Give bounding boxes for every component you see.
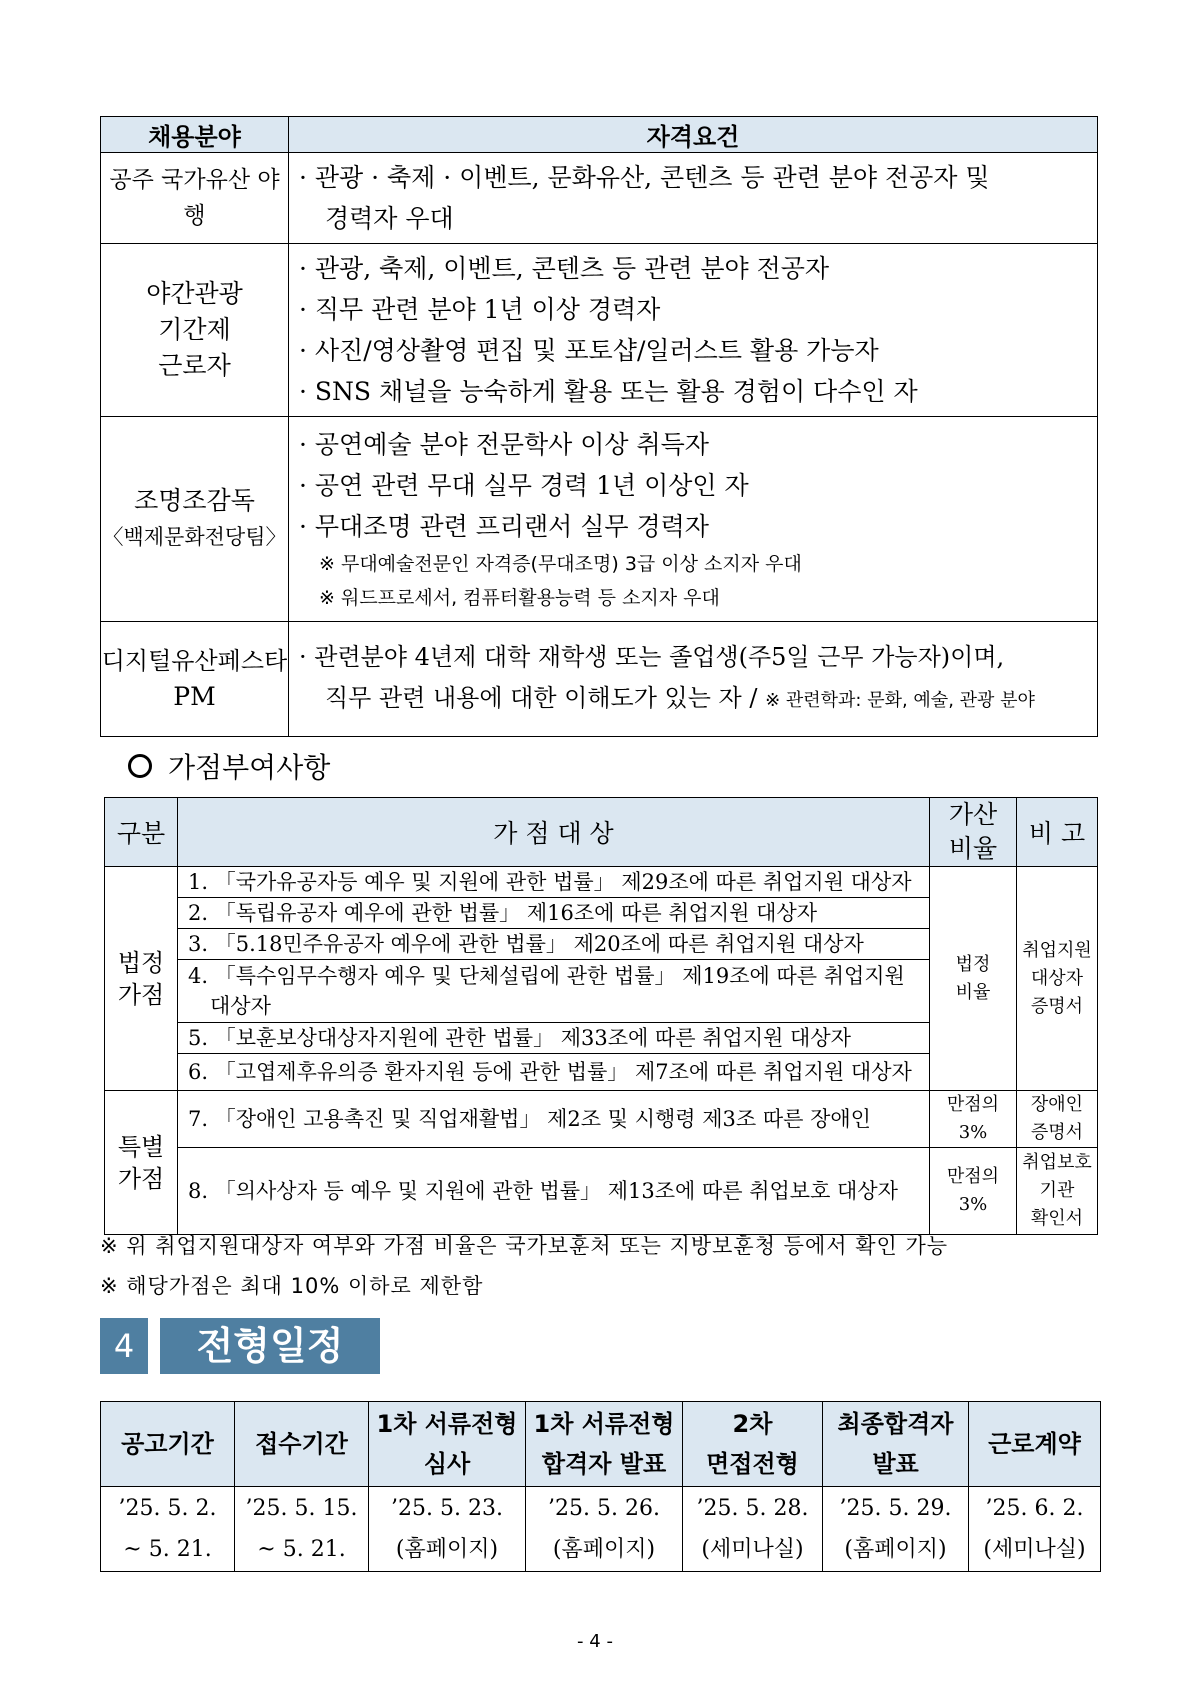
rate-line: 3%: [958, 1122, 988, 1143]
column-header: [823, 1402, 969, 1487]
bonus-item: 1. 「국가유공자등 예우 및 지원에 관한 법률」 제29조에 따른 취업지원 대상자: [178, 867, 930, 898]
header-line: 면접전형: [706, 1450, 799, 1478]
field-line: 조명조감독: [134, 486, 255, 515]
memo-line: 대상자: [1030, 967, 1084, 989]
memo-line: 기관: [1039, 1180, 1075, 1201]
column-header-field: 채용분야: [101, 117, 289, 153]
field-cell: [101, 622, 289, 737]
schedule-cell: [526, 1487, 683, 1572]
requirement-note: ※ 워드프로세서, 컴퓨터활용능력 등 소지자 우대: [319, 586, 720, 609]
date-text: ’25. 5. 29.: [839, 1496, 952, 1521]
label-line: 법정: [117, 948, 165, 977]
page-number: - 4 -: [577, 1631, 613, 1652]
column-header: [526, 1402, 683, 1487]
column-header-category: 구분: [105, 798, 178, 867]
section-title: 가점부여사항: [168, 751, 331, 784]
table-row: [101, 417, 1098, 622]
bonus-item: 5. 「보훈보상대상자지원에 관한 법률」 제33조에 따른 취업지원 대상자: [178, 1023, 930, 1054]
memo-line: 장애인: [1030, 1094, 1084, 1115]
label-line: 특별: [117, 1132, 165, 1161]
bonus-item: 8. 「의사상자 등 예우 및 지원에 관한 법률」 제13조에 따른 취업보호 대상자: [178, 1148, 930, 1235]
header-line: 발표: [872, 1450, 919, 1478]
schedule-table: [100, 1401, 1101, 1572]
column-header: 공고기간: [101, 1402, 235, 1487]
bonus-item: 2. 「독립유공자 예우에 관한 법률」 제16조에 따른 취업지원 대상자: [178, 898, 930, 929]
header-line: 심사: [423, 1450, 471, 1478]
header-line: 합격자 발표: [541, 1450, 667, 1478]
bonus-item: 3. 「5.18민주유공자 예우에 관한 법률」 제20조에 따른 취업지원 대상자: [178, 929, 930, 960]
table-header-row: [105, 798, 1098, 867]
rate-cell: [930, 867, 1017, 1091]
column-header: 근로계약: [969, 1402, 1101, 1487]
table-row: [101, 1487, 1101, 1572]
section-number-badge: 4: [100, 1318, 148, 1374]
item-line: 대상자: [210, 994, 271, 1018]
footnote: ※ 해당가점은 최대 10% 이하로 제한함: [100, 1274, 484, 1298]
header-line: 1차 서류전형: [376, 1410, 518, 1438]
requirement-note: ※ 무대예술전문인 자격증(무대조명) 3급 이상 소지자 우대: [319, 552, 802, 575]
rate-cell: [930, 1091, 1017, 1148]
memo-cell: [1017, 1091, 1098, 1148]
date-text: ’25. 5. 15.: [245, 1496, 358, 1521]
memo-line: 취업보호: [1022, 1152, 1092, 1173]
place-text: (세미나실): [983, 1537, 1086, 1562]
footnote: ※ 위 취업지원대상자 여부와 가점 비율은 국가보훈처 또는 지방보훈청 등에서 확인 가능: [100, 1234, 949, 1258]
memo-line: 취업지원: [1022, 939, 1092, 961]
section-title-schedule: 전형일정: [160, 1318, 380, 1374]
schedule-cell: [369, 1487, 526, 1572]
table-row: [105, 867, 1098, 898]
header-line: 비율: [948, 834, 998, 863]
table-row: [105, 1091, 1098, 1148]
hollow-circle-icon: [128, 754, 152, 778]
field-cell: [101, 417, 289, 622]
field-line: 〈백제문화전당팀〉: [102, 525, 287, 549]
column-header-rate: [930, 798, 1017, 867]
date-text: ~ 5. 21.: [123, 1537, 212, 1562]
table-header-row: [101, 1402, 1101, 1487]
date-text: ’25. 6. 2.: [985, 1496, 1084, 1521]
header-line: 가산: [948, 800, 998, 829]
requirements-cell: [289, 417, 1098, 622]
schedule-cell: [235, 1487, 369, 1572]
date-text: ’25. 5. 23.: [391, 1496, 503, 1521]
section-heading-bonus: [128, 746, 330, 786]
field-line: 기간제: [158, 315, 231, 344]
requirement-line: · 사진/영상촬영 편집 및 포토샵/일러스트 활용 가능자: [299, 336, 879, 365]
memo-line: 증명서: [1030, 1122, 1084, 1143]
rate-line: 3%: [958, 1194, 988, 1215]
column-header-memo: 비 고: [1017, 798, 1098, 867]
rate-line: 비율: [955, 981, 991, 1003]
field-cell: [101, 244, 289, 417]
column-header-requirements: 자격요건: [289, 117, 1098, 153]
date-text: ’25. 5. 28.: [696, 1496, 809, 1521]
header-line: 1차 서류전형: [533, 1410, 675, 1438]
date-text: ’25. 5. 2.: [118, 1496, 217, 1521]
place-text: (홈페이지): [844, 1537, 947, 1562]
date-text: ’25. 5. 26.: [548, 1496, 660, 1521]
table-header-row: [101, 117, 1098, 153]
memo-cell: [1017, 867, 1098, 1091]
place-text: (홈페이지): [395, 1537, 499, 1562]
date-text: ~ 5. 21.: [257, 1537, 346, 1562]
field-line: PM: [173, 682, 216, 711]
place-text: (세미나실): [701, 1537, 804, 1562]
requirement-line: · 공연예술 분야 전문학사 이상 취득자: [299, 429, 709, 459]
column-header: 접수기간: [235, 1402, 369, 1487]
schedule-cell: [101, 1487, 235, 1572]
place-text: (홈페이지): [552, 1537, 656, 1562]
table-row: [101, 244, 1098, 417]
column-header-target: 가 점 대 상: [178, 798, 930, 867]
label-line: 가점: [117, 980, 165, 1009]
requirement-line: · SNS 채널을 능숙하게 활용 또는 활용 경험이 다수인 자: [299, 377, 918, 406]
rate-line: 법정: [955, 953, 991, 975]
rate-cell: [930, 1148, 1017, 1235]
field-cell: 공주 국가유산 야행: [101, 153, 289, 244]
table-row: [101, 153, 1098, 244]
column-header: [369, 1402, 526, 1487]
requirement-line: · 무대조명 관련 프리랜서 실무 경력자: [299, 511, 709, 541]
group-label-legal: [105, 867, 178, 1091]
requirement-note: ※ 관련학과: 문화, 예술, 관광 분야: [765, 690, 1035, 711]
header-line: 2차: [732, 1410, 773, 1438]
qualifications-table: [100, 116, 1098, 737]
bonus-points-table: [104, 797, 1098, 1235]
bonus-item: [178, 960, 930, 1023]
bonus-item: 7. 「장애인 고용촉진 및 직업재활법」 제2조 및 시행령 제3조 따른 장애인: [178, 1091, 930, 1148]
table-row: [105, 1148, 1098, 1235]
column-header: [683, 1402, 823, 1487]
requirement-line: · 관광 · 축제 · 이벤트, 문화유산, 콘텐츠 등 관련 분야 전공자 및: [299, 163, 990, 192]
field-line: 근로자: [158, 351, 231, 380]
requirements-cell: [289, 622, 1098, 737]
requirements-cell: [289, 153, 1098, 244]
memo-cell: [1017, 1148, 1098, 1235]
bonus-item: 6. 「고엽제후유의증 환자지원 등에 관한 법률」 제7조에 따른 취업지원 대상자: [178, 1054, 930, 1091]
rate-line: 만점의: [946, 1166, 1000, 1187]
table-row: [101, 622, 1098, 737]
requirement-line: [299, 678, 1087, 721]
requirement-line: · 공연 관련 무대 실무 경력 1년 이상인 자: [299, 470, 749, 500]
requirement-line: · 관광, 축제, 이벤트, 콘텐츠 등 관련 분야 전공자: [299, 254, 830, 283]
memo-line: 확인서: [1030, 1208, 1084, 1229]
requirement-line: · 직무 관련 분야 1년 이상 경력자: [299, 295, 661, 324]
requirement-text: 직무 관련 내용에 대한 이해도가 있는 자 /: [325, 684, 766, 712]
requirement-line: · 관련분야 4년제 대학 재학생 또는 졸업생(주5일 근무 가능자)이며,: [299, 643, 1005, 671]
requirements-cell: [289, 244, 1098, 417]
schedule-cell: [823, 1487, 969, 1572]
schedule-cell: [969, 1487, 1101, 1572]
field-line: 야간관광: [146, 279, 243, 308]
header-line: 최종합격자: [837, 1410, 954, 1438]
rate-line: 만점의: [946, 1094, 1000, 1115]
group-label-special: [105, 1091, 178, 1235]
requirement-line: 경력자 우대: [325, 204, 454, 233]
field-line: 디지털유산페스타: [101, 647, 288, 675]
item-line: 4. 「특수임무수행자 예우 및 단체설립에 관한 법률」 제19조에 따른 취업지원: [188, 964, 905, 988]
label-line: 가점: [117, 1164, 165, 1193]
schedule-cell: [683, 1487, 823, 1572]
memo-line: 증명서: [1030, 995, 1084, 1017]
